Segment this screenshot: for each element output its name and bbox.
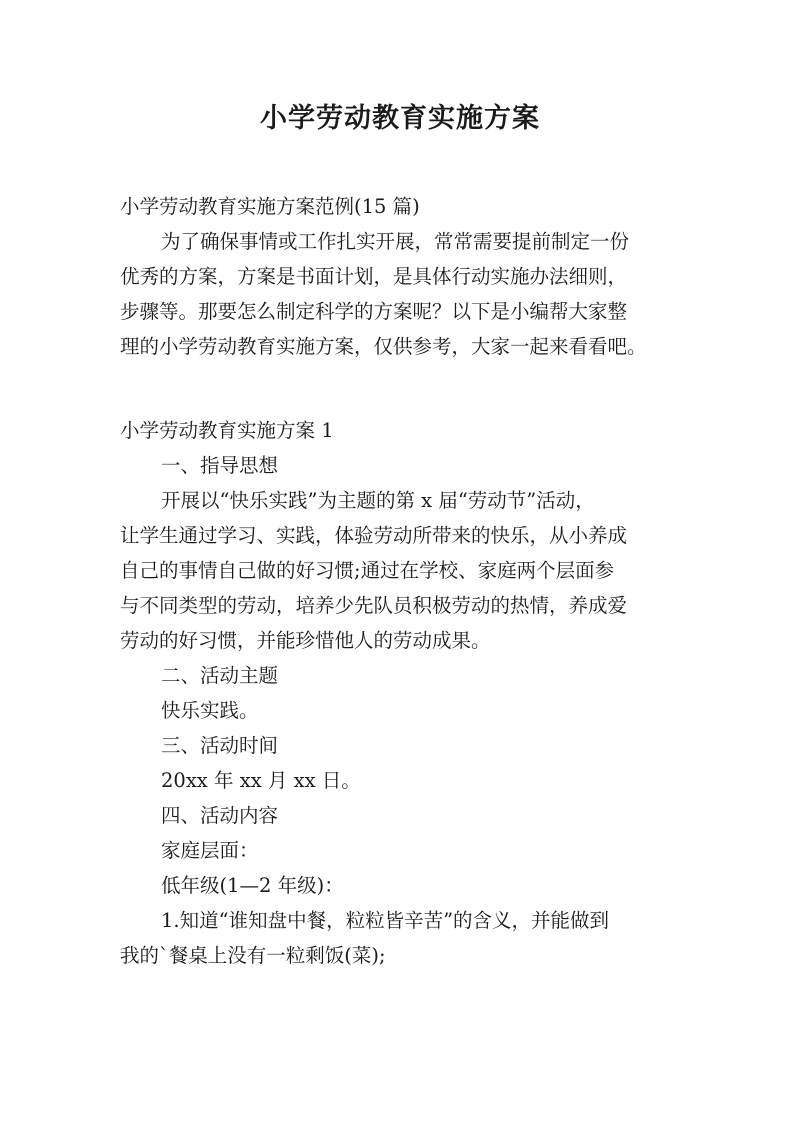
guide-line: 与不同类型的劳动，培养少先队员积极劳动的热情，养成爱	[120, 594, 628, 617]
guide-line: 开展以“快乐实践”为主题的第 x 届“劳动节”活动，	[161, 489, 595, 512]
item-line: 1.知道“谁知盘中餐，粒粒皆辛苦”的含义，并能做到	[161, 909, 610, 932]
guide-line: 劳动的好习惯，并能珍惜他人的劳动成果。	[120, 629, 491, 652]
section-1	[120, 413, 685, 973]
heading-guiding-thought: 一、指导思想	[161, 454, 279, 477]
intro-heading: 小学劳动教育实施方案范例(15 篇)	[120, 195, 420, 218]
heading-activity-theme: 二、活动主题	[161, 664, 279, 687]
document-title: 小学劳动教育实施方案	[260, 103, 540, 134]
intro-line: 步骤等。那要怎么制定科学的方案呢？以下是小编帮大家整	[120, 300, 628, 323]
guide-line: 自己的事情自己做的好习惯;通过在学校、家庭两个层面参	[120, 559, 615, 582]
intro-line: 为了确保事情或工作扎实开展，常常需要提前制定一份	[161, 230, 630, 253]
intro-block	[120, 189, 685, 364]
item-line: 我的`餐桌上没有一粒剩饭(菜);	[120, 944, 386, 967]
activity-theme: 快乐实践。	[161, 699, 259, 722]
section-title: 小学劳动教育实施方案 1	[120, 419, 334, 442]
activity-time: 20xx 年 xx 月 xx 日。	[161, 769, 361, 792]
family-level-label: 家庭层面：	[161, 839, 259, 862]
intro-line: 优秀的方案，方案是书面计划，是具体行动实施办法细则，	[120, 265, 628, 288]
guide-line: 让学生通过学习、实践，体验劳动所带来的快乐，从小养成	[120, 524, 628, 547]
intro-line: 理的小学劳动教育实施方案，仅供参考，大家一起来看看吧。	[120, 335, 647, 358]
heading-activity-time: 三、活动时间	[161, 734, 279, 757]
heading-activity-content: 四、活动内容	[161, 804, 279, 827]
low-grade-label: 低年级(1—2 年级)：	[161, 874, 344, 897]
